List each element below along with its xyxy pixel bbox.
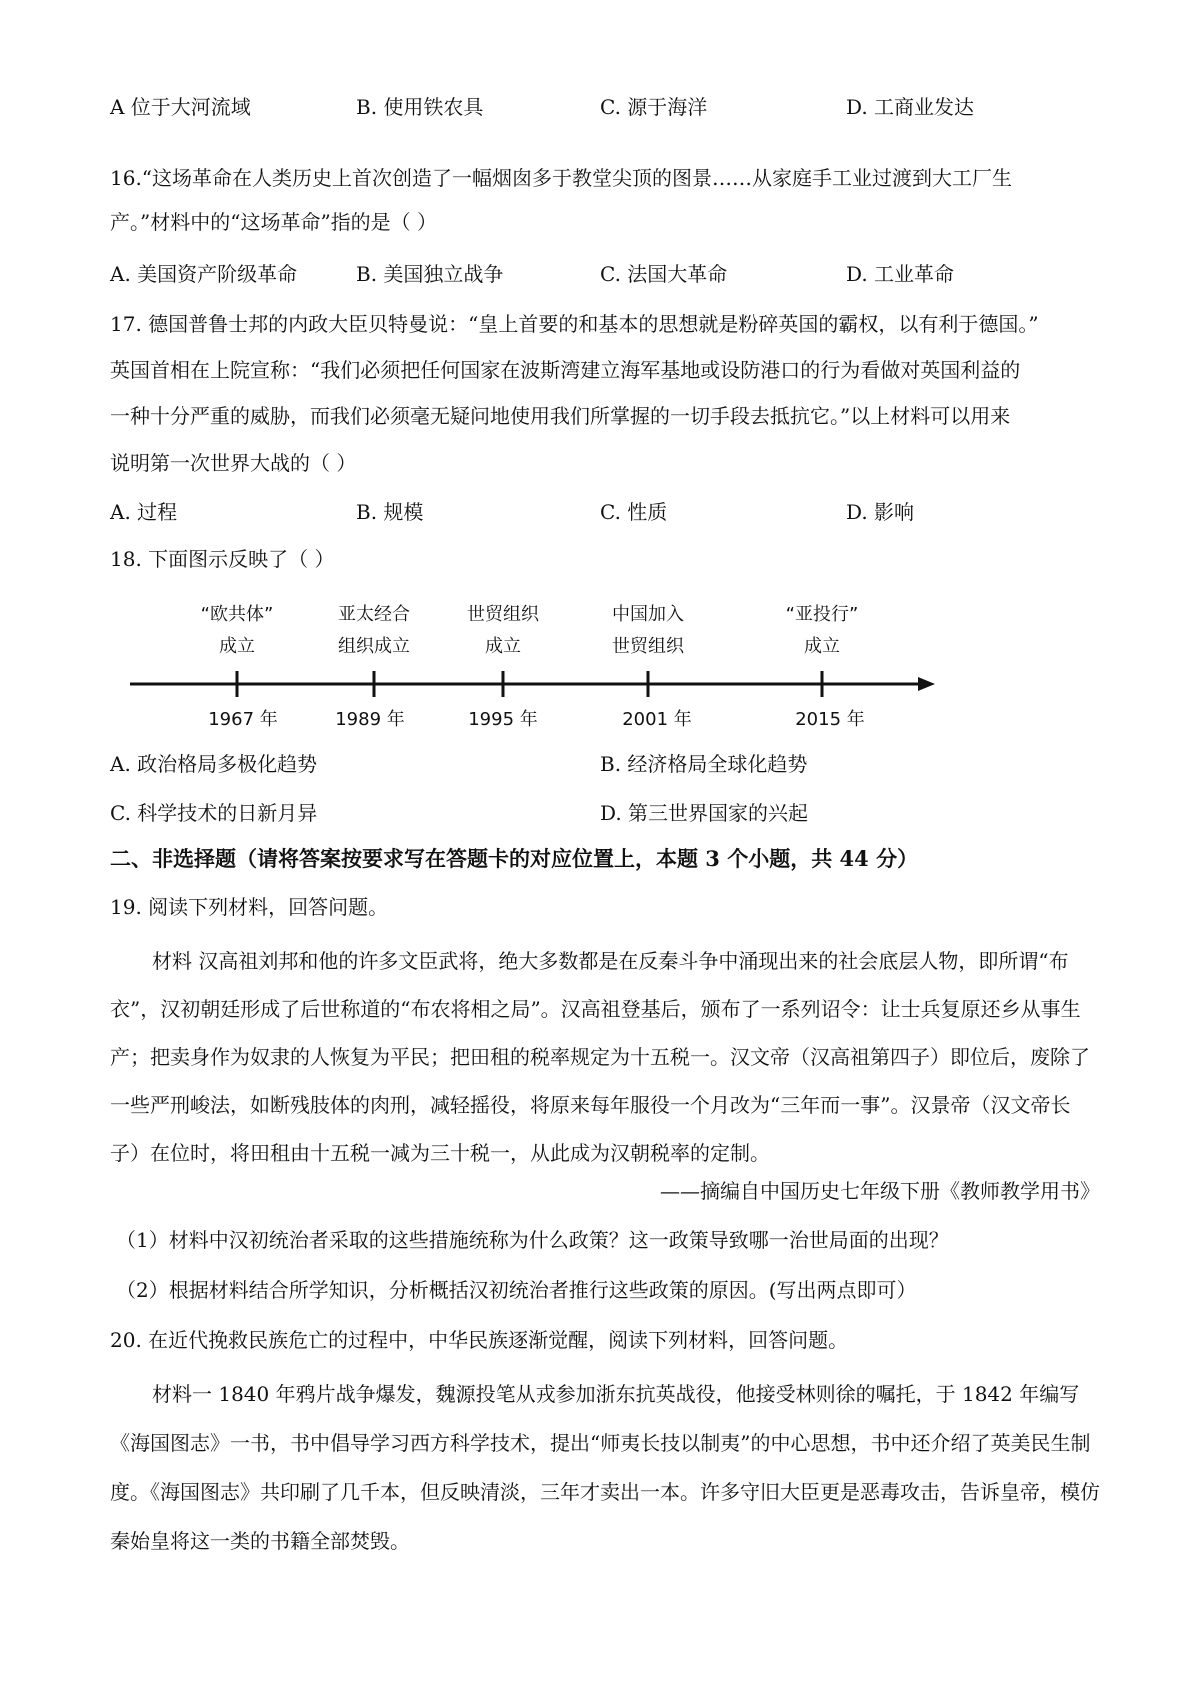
q18-timeline-figure xyxy=(0,0,1200,760)
q19-stem: 19. 阅读下列材料，回答问题。 xyxy=(110,895,389,919)
timeline-event-label: 世贸组织 xyxy=(467,604,539,625)
q18-option-d: D. 第三世界国家的兴起 xyxy=(600,801,809,825)
q18-option-b: B. 经济格局全球化趋势 xyxy=(600,752,808,776)
q16-option-c: C. 法国大革命 xyxy=(600,262,728,286)
timeline-event-label: “欧共体” xyxy=(200,604,274,625)
q16-option-b: B. 美国独立战争 xyxy=(356,262,504,286)
q19-subquestion-1: （1）材料中汉初统治者采取的这些措施统称为什么政策？这一政策导致哪一治世局面的出现？ xyxy=(116,1228,949,1252)
timeline-event-label: 成立 xyxy=(219,636,255,657)
q17-option-d: D. 影响 xyxy=(846,500,915,524)
timeline-year: 2015 年 xyxy=(795,709,865,730)
q15-option-d: D. 工商业发达 xyxy=(846,95,975,119)
q18-option-c: C. 科学技术的日新月异 xyxy=(110,801,318,825)
q16-stem-line1: 16.“这场革命在人类历史上首次创造了一幅烟囱多于教堂尖顶的图景……从家庭手工业过渡到大工厂生 xyxy=(110,166,1013,190)
q16-option-a: A. 美国资产阶级革命 xyxy=(110,262,298,286)
q17-stem-line4: 说明第一次世界大战的（ ） xyxy=(110,451,357,475)
q15-option-a: A 位于大河流域 xyxy=(110,95,251,119)
q18-stem: 18. 下面图示反映了（ ） xyxy=(110,547,335,571)
timeline-year: 1989 年 xyxy=(335,709,405,730)
timeline-year: 1967 年 xyxy=(208,709,278,730)
q17-option-c: C. 性质 xyxy=(600,500,668,524)
q17-option-a: A. 过程 xyxy=(110,500,178,524)
q18-option-a: A. 政治格局多极化趋势 xyxy=(110,752,318,776)
section-heading: 二、非选择题（请将答案按要求写在答题卡的对应位置上，本题 3 个小题，共 44 分） xyxy=(110,846,919,871)
timeline-year: 1995 年 xyxy=(468,709,538,730)
q20-stem: 20. 在近代挽救民族危亡的过程中，中华民族逐渐觉醒，阅读下列材料，回答问题。 xyxy=(110,1328,849,1352)
q19-source: ——摘编自中国历史七年级下册《教师教学用书》 xyxy=(660,1179,1100,1203)
q16-option-d: D. 工业革命 xyxy=(846,262,955,286)
q16-stem-line2: 产。”材料中的“这场革命”指的是（ ） xyxy=(110,210,438,234)
q15-option-c: C. 源于海洋 xyxy=(600,95,708,119)
q19-subquestion-2: （2）根据材料结合所学知识，分析概括汉初统治者推行这些政策的原因。(写出两点即可） xyxy=(116,1278,917,1302)
timeline-event-label: 亚太经合 xyxy=(338,604,410,625)
timeline-event-label: 成立 xyxy=(804,636,840,657)
timeline-year: 2001 年 xyxy=(622,709,692,730)
timeline-event-label: 世贸组织 xyxy=(612,636,684,657)
timeline-arrow-icon xyxy=(918,677,935,691)
timeline-event-label: “亚投行” xyxy=(785,604,859,625)
timeline-event-label: 组织成立 xyxy=(338,636,410,657)
timeline-event-label: 中国加入 xyxy=(612,604,684,625)
q19-material: 材料 汉高祖刘邦和他的许多文臣武将，绝大多数都是在反秦斗争中涌现出来的社会底层人物，即所谓“布衣”，汉初朝廷形成了后世称道的“布农将相之局”。汉高祖登基后，颁布了一系列诏令：让士兵复原还乡从事生产；把卖身作为奴隶的人恢复为平民；把田租的税率规定为十五税一。汉文帝（汉高祖第四子）即位后，废除了一些严刑峻法，如断残肢体的肉刑，减轻摇役，将原来每年服役一个月改为“三年而一事”。汉景帝（汉文帝长子）在位时，将田租由十五税一减为三十税一，从此成为汉朝税率的定制。 xyxy=(110,949,1090,1165)
q17-stem-line2: 英国首相在上院宣称：“我们必须把任何国家在波斯湾建立海军基地或设防港口的行为看做对英国利益的 xyxy=(110,358,1021,382)
q17-stem-line1: 17. 德国普鲁士邦的内政大臣贝特曼说：“皇上首要的和基本的思想就是粉碎英国的霸权，以有利于德国。” xyxy=(110,312,1039,336)
q20-material-1: 材料一 1840 年鸦片战争爆发，魏源投笔从戎参加浙东抗英战役，他接受林则徐的嘱托，于 1842 年编写《海国图志》一书，书中倡导学习西方科学技术，提出“师夷长技以制夷”的中心思想，书中还介绍了英美民生制度。《海国图志》共印刷了几千本，但反映清淡，三年才卖出一本。许多守旧大臣更是恶毒攻击，告诉皇帝，模仿秦始皇将这一类的书籍全部焚毁。 xyxy=(110,1382,1100,1553)
timeline-event-label: 成立 xyxy=(485,636,521,657)
q15-option-b: B. 使用铁农具 xyxy=(356,95,484,119)
q17-option-b: B. 规模 xyxy=(356,500,424,524)
q17-stem-line3: 一种十分严重的威胁，而我们必须毫无疑问地使用我们所掌握的一切手段去抵抗它。”以上材料可以用来 xyxy=(110,404,1011,428)
